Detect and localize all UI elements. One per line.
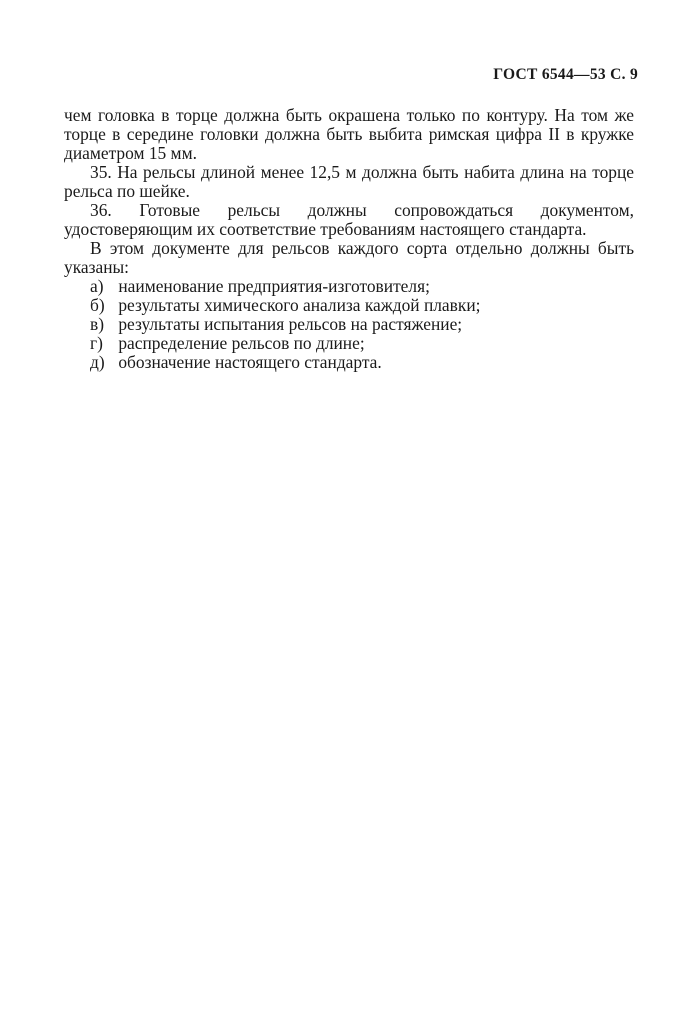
list-marker: б) bbox=[90, 295, 105, 315]
list-item bbox=[64, 315, 634, 334]
list-item bbox=[64, 353, 634, 372]
list-item bbox=[64, 296, 634, 315]
list-item bbox=[64, 334, 634, 353]
list-marker: а) bbox=[90, 276, 104, 296]
list-item-text: результаты испытания рельсов на растяжение; bbox=[118, 314, 463, 334]
list-item bbox=[64, 277, 634, 296]
list-item-text: обозначение настоящего стандарта. bbox=[118, 352, 382, 372]
list-item-text: результаты химического анализа каждой плавки; bbox=[118, 295, 481, 315]
paragraph-document-contents: В этом документе для рельсов каждого сорта отдельно должны быть указаны: bbox=[64, 238, 634, 277]
paragraph-35: 35. На рельсы длиной менее 12,5 м должна быть набита длина на торце рельса по шейке. bbox=[64, 162, 634, 201]
list-marker: в) bbox=[90, 314, 105, 334]
page-header: ГОСТ 6544—53 С. 9 bbox=[493, 66, 638, 83]
list-marker: д) bbox=[90, 352, 105, 372]
list-marker: г) bbox=[90, 333, 103, 353]
list-item-text: распределение рельсов по длине; bbox=[118, 333, 365, 353]
paragraph-36: 36. Готовые рельсы должны сопровождаться документом, удостоверяющим их соответствие требованиям настоящего стандарта. bbox=[64, 200, 634, 239]
required-items-list bbox=[64, 277, 634, 372]
document-body bbox=[64, 106, 634, 372]
list-item-text: наименование предприятия-изготовителя; bbox=[118, 276, 430, 296]
paragraph-continuation: чем головка в торце должна быть окрашена только по контуру. На том же торце в середине головки должна быть выбита римская цифра II в кружке диаметром 15 мм. bbox=[64, 105, 634, 163]
